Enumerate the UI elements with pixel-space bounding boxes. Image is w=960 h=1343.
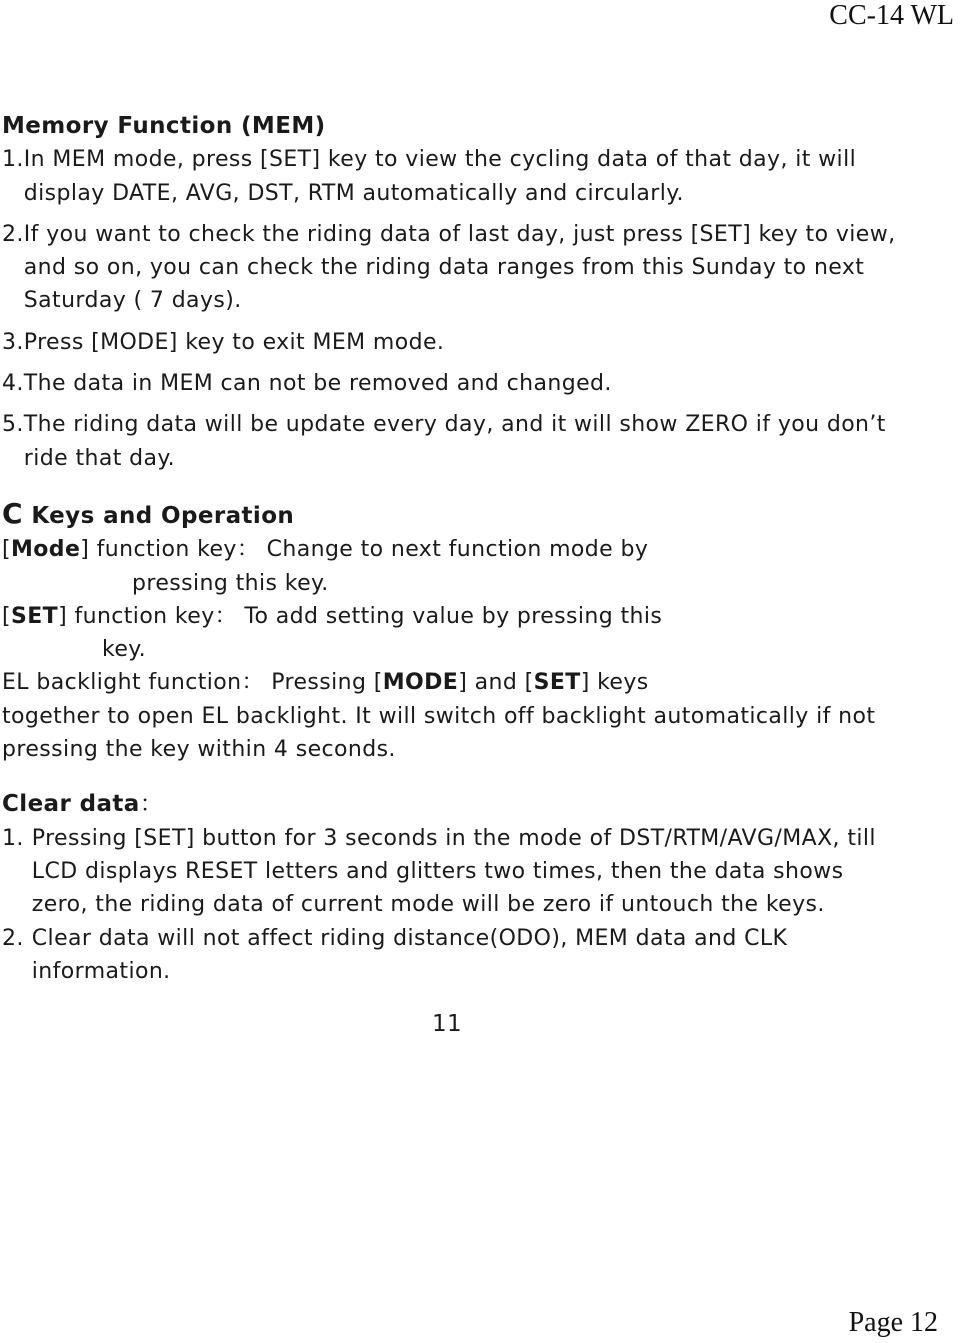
el-backlight-description [2, 666, 902, 766]
mem-item-number: 4. [2, 371, 24, 397]
mem-item-text: Press [MODE] key to exit MEM mode. [23, 329, 445, 355]
mem-item-text: The riding data will be update every day, and it will show ZERO if you don’t ride that day. [23, 412, 886, 471]
el-backlight-label: EL backlight function： [2, 670, 264, 696]
mem-item-4 [2, 367, 902, 400]
clear-heading-colon: ： [139, 791, 164, 818]
keys-heading [2, 497, 902, 533]
keys-heading-text: Keys and Operation [22, 502, 295, 529]
set-key-desc: To add setting value by pressing this [237, 603, 663, 629]
clear-heading [2, 788, 902, 821]
set-key-desc-cont: key. [102, 637, 146, 663]
bracket: [ [2, 603, 11, 629]
mem-item-text: In MEM mode, press [SET] key to view the cycling data of that day, it will display DATE, AVG, DST, RTM automatically and circularly. [23, 147, 857, 206]
clear-item-number: 1. [2, 825, 24, 851]
clear-item-number: 2. [2, 925, 24, 951]
set-key-label: function key： [67, 603, 238, 629]
set-key-description [2, 600, 902, 667]
clear-item-text: Clear data will not affect riding distance(ODO), MEM data and CLK information. [31, 925, 788, 984]
mem-item-2 [2, 218, 902, 318]
mem-item-number: 1. [2, 147, 24, 173]
mem-item-number: 3. [2, 329, 24, 355]
mem-item-number: 2. [2, 221, 24, 247]
el-text: ] keys [580, 670, 649, 696]
clear-item-text: Pressing [SET] button for 3 seconds in the mode of DST/RTM/AVG/MAX, till LCD displays RESET letters and glitters two times, then the data shows zero, the riding data of current mode will be zero if untouch the keys. [31, 825, 876, 918]
mem-item-number: 5. [2, 412, 24, 438]
inner-page-number: 11 [431, 1011, 463, 1038]
el-set-key: SET [533, 670, 581, 696]
bracket: [ [2, 537, 11, 563]
mem-item-5 [2, 408, 902, 475]
page-content [2, 110, 902, 1041]
bracket: ] [80, 537, 90, 563]
el-backlight-rest: together to open EL backlight. It will switch off backlight automatically if not pressing the key within 4 seconds. [2, 703, 876, 763]
mode-key-name: Mode [10, 537, 81, 563]
document-id: CC-14 WL [829, 0, 954, 31]
mem-item-text: The data in MEM can not be removed and changed. [23, 371, 612, 397]
el-mode-key: MODE [382, 670, 459, 696]
el-text: ] and [ [458, 670, 534, 696]
set-key-name: SET [10, 603, 59, 629]
mem-heading: Memory Function (MEM) [2, 113, 326, 139]
el-text: Pressing [ [263, 670, 383, 696]
mode-key-description [2, 533, 902, 600]
mode-key-desc-cont: pressing this key. [132, 570, 329, 596]
page-footer: Page 12 [848, 1307, 938, 1338]
mem-item-text: If you want to check the riding data of last day, just press [SET] key to view, and so on, you can check the riding data ranges from this Sunday to next Saturday ( 7 days). [23, 221, 896, 314]
clear-item-2 [2, 922, 902, 989]
section-letter: C [2, 496, 23, 530]
mem-item-3 [2, 326, 902, 359]
bracket: ] [58, 603, 68, 629]
mode-key-label: function key： [89, 537, 260, 563]
clear-item-1 [2, 822, 902, 922]
mode-key-desc: Change to next function mode by [259, 537, 649, 563]
mem-item-1 [2, 143, 902, 210]
clear-heading-text: Clear data [2, 791, 140, 818]
